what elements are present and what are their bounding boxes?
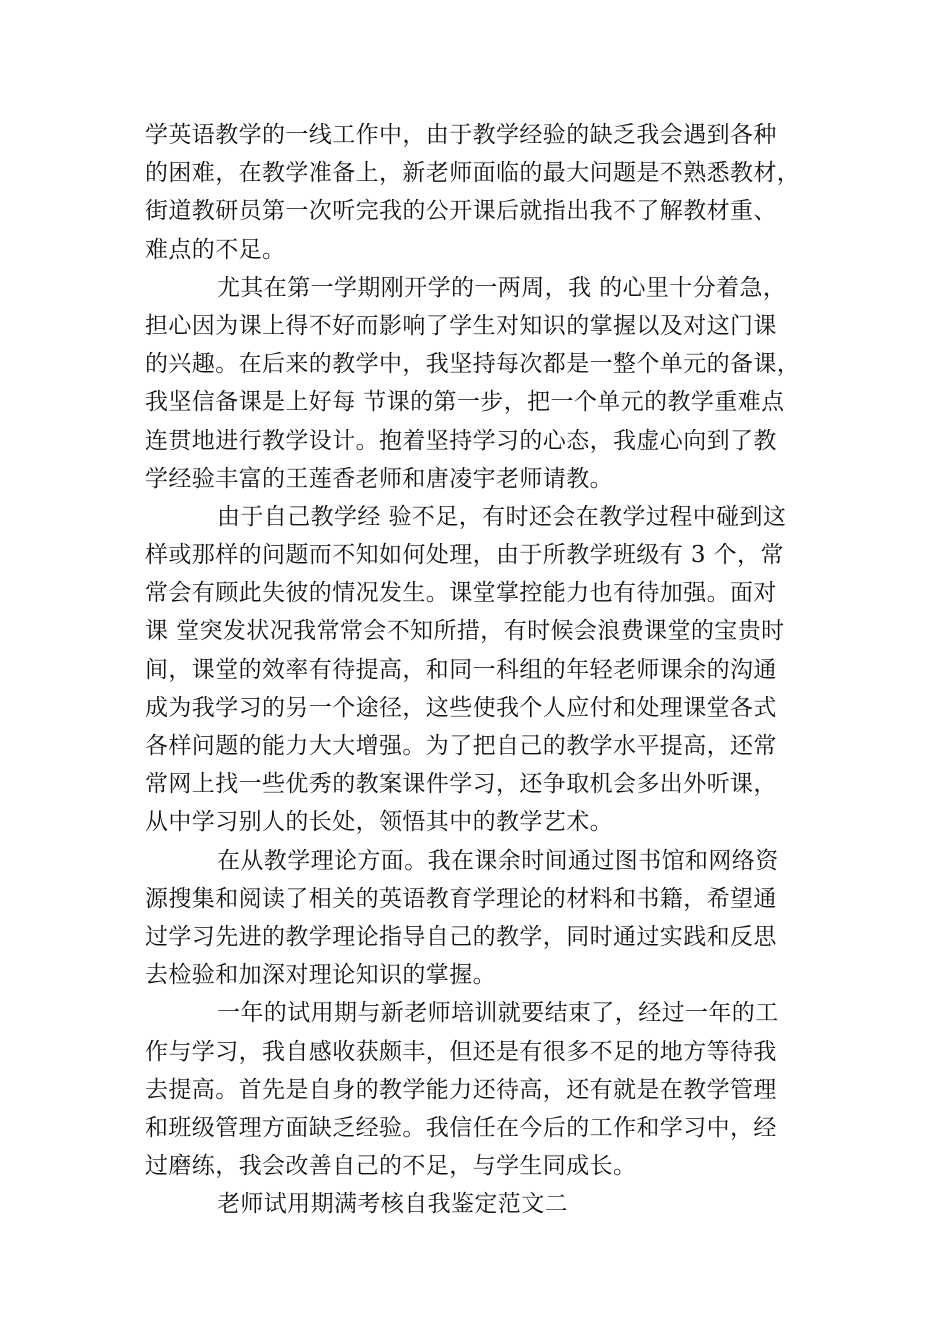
text-line: 去检验和加深对理论知识的掌握。 bbox=[145, 962, 496, 989]
text-line: 去提高。首先是自身的教学能力还待高，还有就是在教学管理 bbox=[145, 1076, 777, 1103]
text-line: 课 堂突发状况我常常会不知所措，有时候会浪费课堂的宝贵时 bbox=[145, 618, 785, 645]
paragraph-start-line: 在从教学理论方面。我在课余时间通过图书馆和网络资 bbox=[217, 847, 779, 874]
text-line: 连贯地进行教学设计。抱着坚持学习的心态，我虚心向到了教 bbox=[145, 427, 777, 454]
section-heading: 老师试用期满考核自我鉴定范文二 bbox=[217, 1191, 568, 1218]
paragraph-start-line: 一年的试用期与新老师培训就要结束了，经过一年的工 bbox=[217, 1000, 779, 1027]
text-line: 学经验丰富的王莲香老师和唐凌宇老师请教。 bbox=[145, 465, 613, 492]
text-line: 过学习先进的教学理论指导自己的教学，同时通过实践和反思 bbox=[145, 923, 777, 950]
paragraph-start-line: 尤其在第一学期刚开学的一两周，我 的心里十分着急， bbox=[217, 274, 787, 301]
text-line: 和班级管理方面缺乏经验。我信任在今后的工作和学习中，经 bbox=[145, 1114, 777, 1141]
text-line: 成为我学习的另一个途径，这些使我个人应付和处理课堂各式 bbox=[145, 694, 777, 721]
text-line: 从中学习别人的长处，领悟其中的教学艺术。 bbox=[145, 809, 613, 836]
text-line: 的兴趣。在后来的教学中，我坚持每次都是一整个单元的备课， bbox=[145, 351, 801, 378]
text-line: 街道教研员第一次听完我的公开课后就指出我不了解教材重、 bbox=[145, 198, 777, 225]
text-line: 作与学习，我自感收获颇丰，但还是有很多不足的地方等待我 bbox=[145, 1038, 777, 1065]
text-line: 样或那样的问题而不知如何处理，由于所教学班级有 3 个，常 bbox=[145, 542, 784, 569]
text-line: 常网上找一些优秀的教案课件学习，还争取机会多出外听课， bbox=[145, 771, 777, 798]
text-line: 间，课堂的效率有待提高，和同一科组的年轻老师课余的沟通 bbox=[145, 656, 777, 683]
text-line: 担心因为课上得不好而影响了学生对知识的掌握以及对这门课 bbox=[145, 312, 777, 339]
text-line: 各样问题的能力大大增强。为了把自己的教学水平提高，还常 bbox=[145, 733, 777, 759]
text-line: 过磨练，我会改善自己的不足，与学生同成长。 bbox=[145, 1153, 637, 1180]
text-line: 源搜集和阅读了相关的英语教育学理论的材料和书籍，希望通 bbox=[145, 885, 777, 912]
text-line: 我坚信备课是上好每 节课的第一步，把一个单元的教学重难点 bbox=[145, 389, 785, 416]
text-line: 常会有顾此失彼的情况发生。课堂掌控能力也有待加强。面对 bbox=[145, 580, 777, 607]
document-body bbox=[145, 116, 815, 1223]
text-line: 难点的不足。 bbox=[145, 236, 286, 263]
text-line: 学英语教学的一线工作中，由于教学经验的缺乏我会遇到各种 bbox=[145, 122, 777, 148]
text-line: 的困难，在教学准备上，新老师面临的最大问题是不熟悉教材， bbox=[145, 160, 801, 187]
paragraph-start-line: 由于自己教学经 验不足，有时还会在教学过程中碰到这 bbox=[217, 503, 787, 530]
